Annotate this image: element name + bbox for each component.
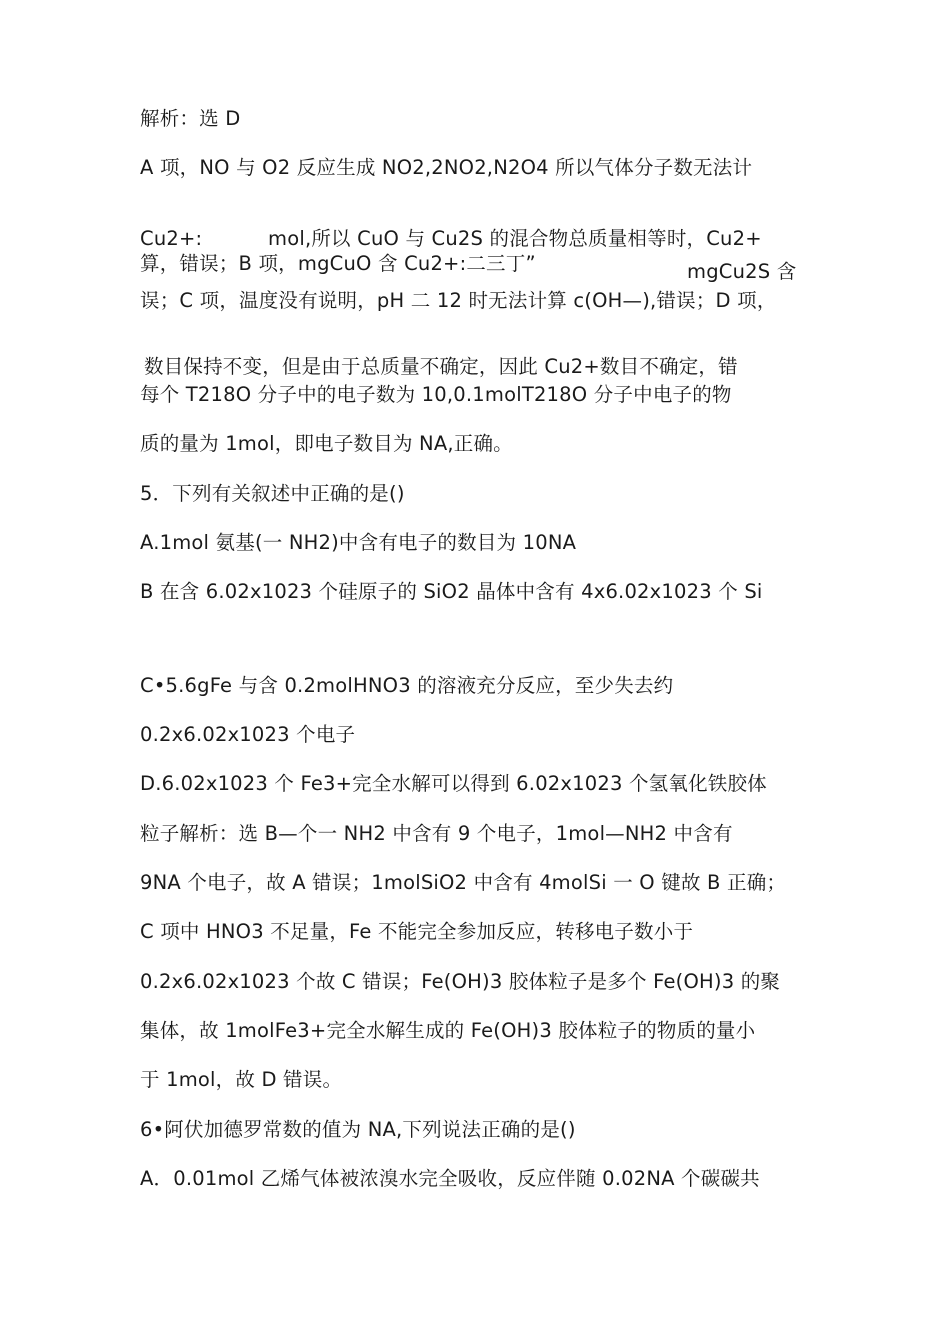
text-line: 解析：选 D: [140, 107, 241, 130]
text-fragment: 算，错误；B 项，mgCuO 含 Cu2+:二三丁”: [140, 252, 536, 275]
option-b: B 在含 6.02x1023 个硅原子的 SiO2 晶体中含有 4x6.02x1023 个 Si: [140, 580, 763, 603]
question-5-heading: 5．下列有关叙述中正确的是(): [140, 482, 405, 505]
text-line: 9NA 个电子，故 A 错误；1molSiO2 中含有 4molSi 一 O 键故 B 正确；: [140, 871, 787, 894]
text-line: 0.2x6.02x1023 个故 C 错误；Fe(OH)3 胶体粒子是多个 Fe(OH)3 的聚: [140, 970, 781, 993]
option-c: C•5.6gFe 与含 0.2molHNO3 的溶液充分反应，至少失去约: [140, 674, 674, 697]
option-a: A．0.01mol 乙烯气体被浓溴水完全吸收，反应伴随 0.02NA 个碳碳共: [140, 1167, 760, 1190]
text-line: 每个 T218O 分子中的电子数为 10,0.1molT218O 分子中电子的物: [140, 383, 732, 406]
text-line: A 项，NO 与 O2 反应生成 NO2,2NO2,N2O4 所以气体分子数无法计: [140, 156, 753, 179]
option-d: D.6.02x1023 个 Fe3+完全水解可以得到 6.02x1023 个氢氧化铁胶体: [140, 772, 767, 795]
text-line: 质的量为 1mol，即电子数目为 NA,正确。: [140, 432, 513, 455]
text-line: C 项中 HNO3 不足量，Fe 不能完全参加反应，转移电子数小于: [140, 920, 694, 943]
text-line: 粒子解析：选 B—个一 NH2 中含有 9 个电子，1mol—NH2 中含有: [140, 822, 733, 845]
text-fragment: Cu2+:: [140, 227, 203, 250]
text-line: 数目保持不变，但是由于总质量不确定，因此 Cu2+数目不确定，错: [144, 355, 738, 378]
text-line: 0.2x6.02x1023 个电子: [140, 723, 356, 746]
text-line: 误；C 项，温度没有说明，pH 二 12 时无法计算 c(OH—),错误；D 项，: [140, 289, 777, 312]
question-6-heading: 6•阿伏加德罗常数的值为 NA,下列说法正确的是(): [140, 1118, 576, 1141]
text-fragment: mgCu2S 含: [687, 260, 797, 283]
text-line: 于 1mol，故 D 错误。: [140, 1068, 343, 1091]
text-line: 集体，故 1molFe3+完全水解生成的 Fe(OH)3 胶体粒子的物质的量小: [140, 1019, 756, 1042]
option-a: A.1mol 氨基(一 NH2)中含有电子的数目为 10NA: [140, 531, 577, 554]
text-fragment: mol,所以 CuO 与 Cu2S 的混合物总质量相等时，Cu2+: [268, 227, 762, 250]
